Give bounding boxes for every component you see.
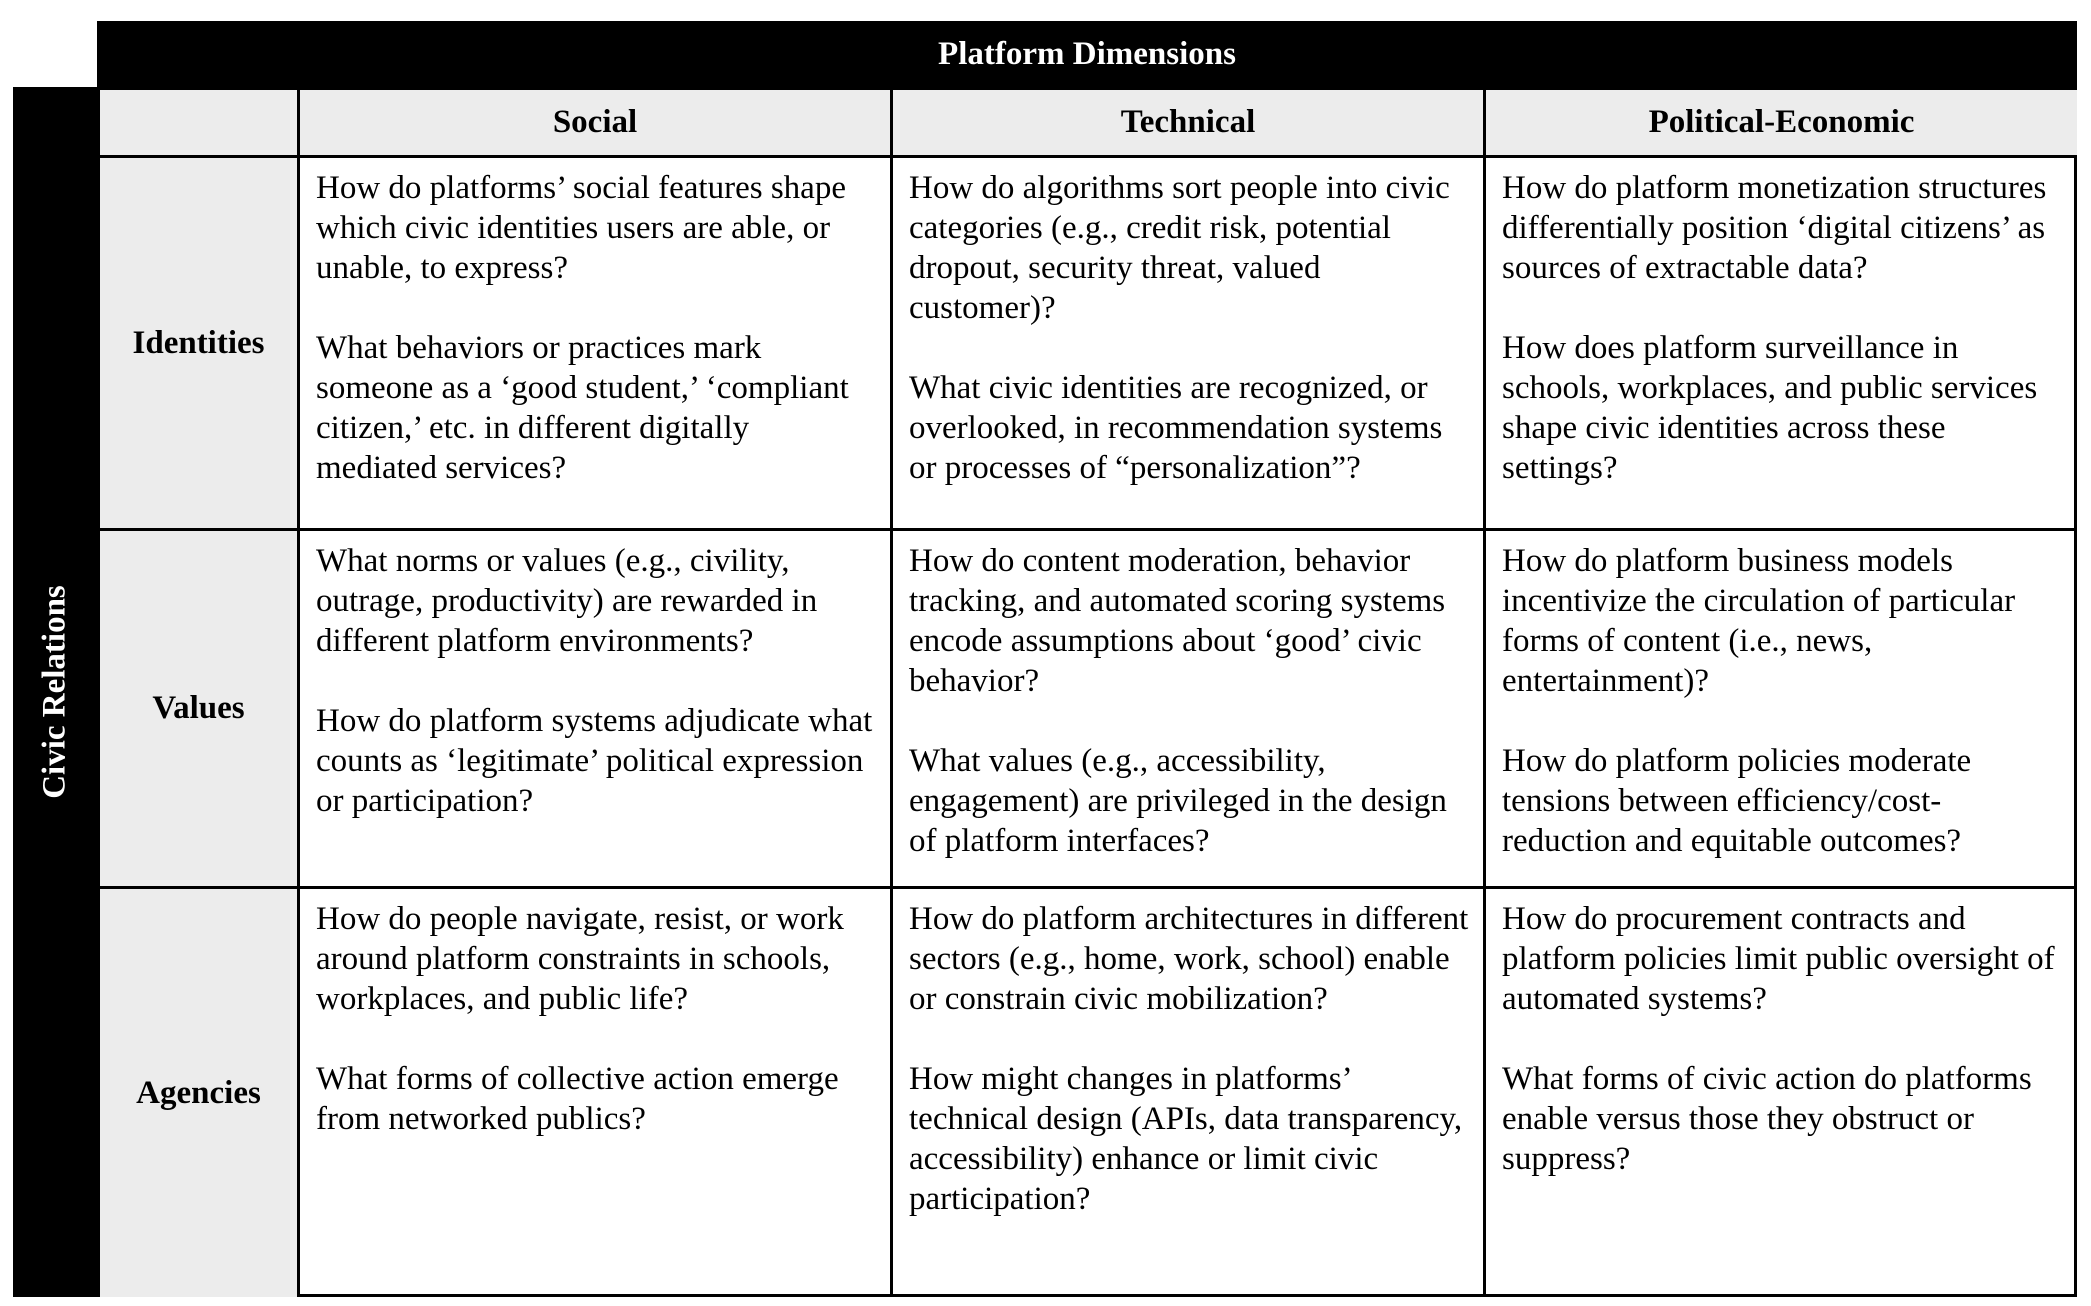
question-text: What behaviors or practices mark someone as a ‘good student,’ ‘compliant citizen,’ etc. in different digitally mediated services? bbox=[316, 330, 849, 486]
civic-relations-title: Civic Relations bbox=[36, 585, 73, 799]
platform-dimensions-title: Platform Dimensions bbox=[938, 35, 1236, 72]
question-text: How does platform surveillance in schools, workplaces, and public services shape civic identities across these settings? bbox=[1502, 330, 2038, 486]
cell-values-social bbox=[297, 528, 890, 886]
question-text: What forms of collective action emerge from networked publics? bbox=[316, 1061, 839, 1137]
cell-agencies-technical bbox=[890, 886, 1483, 1297]
question-text: How do platform systems adjudicate what counts as ‘legitimate’ political expression or participation? bbox=[316, 703, 873, 819]
column-header-social: Social bbox=[297, 87, 890, 155]
row-header-identities: Identities bbox=[97, 155, 297, 528]
cell-identities-technical bbox=[890, 155, 1483, 528]
platform-dimensions-banner bbox=[97, 21, 2077, 87]
question-text: How do platform business models incentivize the circulation of particular forms of content (i.e., news, entertainment)? bbox=[1502, 543, 2016, 699]
civic-relations-banner bbox=[13, 87, 97, 1297]
cell-identities-political-economic bbox=[1483, 155, 2077, 528]
question-text: How do algorithms sort people into civic categories (e.g., credit risk, potential dropout, security threat, valued customer)? bbox=[909, 170, 1450, 326]
question-text: How do procurement contracts and platform policies limit public oversight of automated systems? bbox=[1502, 901, 2055, 1017]
question-text: How do platforms’ social features shape which civic identities users are able, or unable, to express? bbox=[316, 170, 846, 286]
cell-agencies-social bbox=[297, 886, 890, 1297]
cell-values-technical bbox=[890, 528, 1483, 886]
cell-values-political-economic bbox=[1483, 528, 2077, 886]
column-header-technical: Technical bbox=[890, 87, 1483, 155]
question-text: How do content moderation, behavior tracking, and automated scoring systems encode assumptions about ‘good’ civic behavior? bbox=[909, 543, 1446, 699]
question-text: What values (e.g., accessibility, engagement) are privileged in the design of platform interfaces? bbox=[909, 743, 1447, 859]
question-text: What norms or values (e.g., civility, outrage, productivity) are rewarded in different platform environments? bbox=[316, 543, 818, 659]
corner-cell bbox=[97, 87, 297, 155]
question-text: How do people navigate, resist, or work around platform constraints in schools, workplaces, and public life? bbox=[316, 901, 844, 1017]
question-text: What forms of civic action do platforms enable versus those they obstruct or suppress? bbox=[1502, 1061, 2032, 1177]
question-text: How do platform policies moderate tensions between efficiency/cost-reduction and equitable outcomes? bbox=[1502, 743, 1972, 859]
row-header-agencies: Agencies bbox=[97, 886, 297, 1297]
question-text: How do platform monetization structures differentially position ‘digital citizens’ as sources of extractable data? bbox=[1502, 170, 2047, 286]
cell-identities-social bbox=[297, 155, 890, 528]
column-header-political-economic: Political-Economic bbox=[1483, 87, 2077, 155]
row-header-values: Values bbox=[97, 528, 297, 886]
question-text: How might changes in platforms’ technical design (APIs, data transparency, accessibility) enhance or limit civic participation? bbox=[909, 1061, 1463, 1217]
cell-agencies-political-economic bbox=[1483, 886, 2077, 1297]
question-grid bbox=[97, 87, 2077, 1297]
question-text: What civic identities are recognized, or overlooked, in recommendation systems or processes of “personalization”? bbox=[909, 370, 1443, 486]
question-text: How do platform architectures in different sectors (e.g., home, work, school) enable or constrain civic mobilization? bbox=[909, 901, 1469, 1017]
